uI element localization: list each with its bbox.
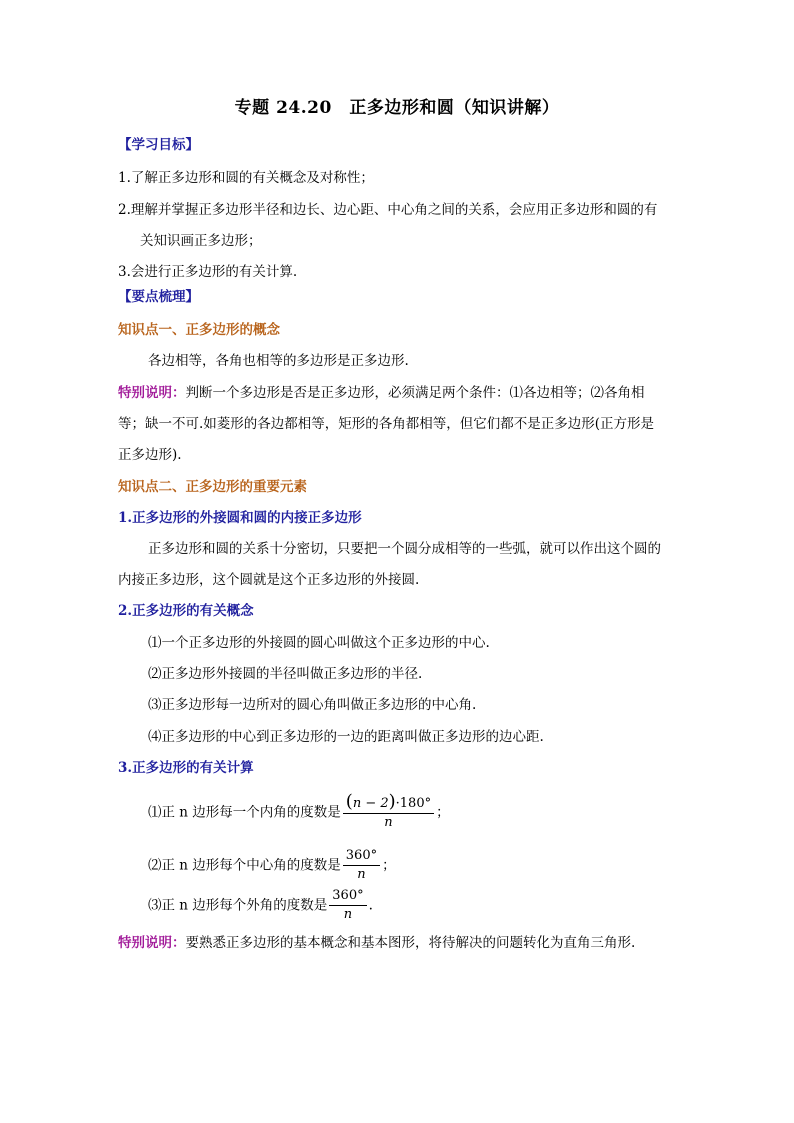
fraction-numerator: 360°	[343, 847, 380, 866]
formula-1-suffix: ；	[436, 804, 450, 821]
fraction-numerator: (n − 2)·180°	[343, 793, 434, 814]
fraction-exterior-angle	[329, 887, 366, 924]
concept-item-1: ⑴一个正多边形的外接圆的圆心叫做这个正多边形的中心.	[148, 635, 490, 651]
points-heading: 【要点梳理】	[118, 289, 199, 305]
formula-1-prefix: ⑴正 n 边形每一个内角的度数是	[148, 804, 341, 821]
kp1-note-line-1	[118, 383, 645, 403]
note-label: 特别说明：	[118, 385, 186, 401]
fraction-interior-angle	[343, 793, 434, 832]
kp2-sub1-line-2: 内接正多边形，这个圆就是这个正多边形的外接圆.	[118, 572, 420, 588]
concept-item-3: ⑶正多边形每一边所对的圆心角叫做正多边形的中心角.	[148, 697, 477, 713]
calc-formula-3	[148, 887, 373, 924]
kp1-note-line-3: 正多边形).	[118, 447, 182, 463]
fraction-denominator: n	[384, 815, 393, 830]
formula-2-prefix: ⑵正 n 边形每个中心角的度数是	[148, 857, 341, 874]
formula-3-prefix: ⑶正 n 边形每个外角的度数是	[148, 897, 328, 914]
fraction-numerator: 360°	[329, 887, 366, 906]
kp2-note	[118, 933, 635, 953]
kp1-definition: 各边相等，各角也相等的多边形是正多边形.	[148, 353, 409, 369]
goal-item-2: 2.理解并掌握正多边形半径和边长、边心距、中心角之间的关系，会应用正多边形和圆的有	[118, 202, 658, 218]
fraction-denominator: n	[357, 867, 366, 882]
formula-2-suffix: ；	[382, 857, 396, 874]
page-title: 专题 24.20 正多边形和圆（知识讲解）	[234, 98, 560, 118]
kp2-sub1-line-1: 正多边形和圆的关系十分密切，只要把一个圆分成相等的一些弧，就可以作出这个圆的	[148, 541, 661, 557]
formula-3-suffix: .	[368, 897, 373, 914]
goal-item-3: 3.会进行正多边形的有关计算.	[118, 264, 298, 280]
note-text: 判断一个多边形是否是正多边形，必须满足两个条件：⑴各边相等；⑵各角相	[185, 385, 645, 401]
calc-formula-1	[148, 793, 450, 832]
note-label: 特别说明：	[118, 935, 186, 951]
concept-item-4: ⑷正多边形的中心到正多边形的一边的距离叫做正多边形的边心距.	[148, 729, 544, 745]
fraction-central-angle	[343, 847, 380, 884]
concept-item-2: ⑵正多边形外接圆的半径叫做正多边形的半径.	[148, 666, 423, 682]
kp2-subheading-3: 3.正多边形的有关计算	[118, 760, 254, 776]
knowledge-point-1-heading: 知识点一、正多边形的概念	[118, 322, 280, 338]
kp1-note-line-2: 等；缺一不可.如菱形的各边都相等，矩形的各角都相等，但它们都不是正多边形(正方形是	[118, 416, 655, 432]
note-text: 要熟悉正多边形的基本概念和基本图形，将待解决的问题转化为直角三角形.	[185, 935, 636, 951]
kp2-subheading-1: 1.正多边形的外接圆和圆的内接正多边形	[118, 510, 362, 526]
goal-item-1: 1.了解正多边形和圆的有关概念及对称性；	[118, 170, 374, 186]
goal-item-2-cont: 关知识画正多边形；	[140, 233, 262, 249]
kp2-subheading-2: 2.正多边形的有关概念	[118, 603, 254, 619]
knowledge-point-2-heading: 知识点二、正多边形的重要元素	[118, 479, 307, 495]
fraction-denominator: n	[343, 907, 353, 922]
calc-formula-2	[148, 847, 396, 884]
goals-heading: 【学习目标】	[118, 137, 199, 153]
